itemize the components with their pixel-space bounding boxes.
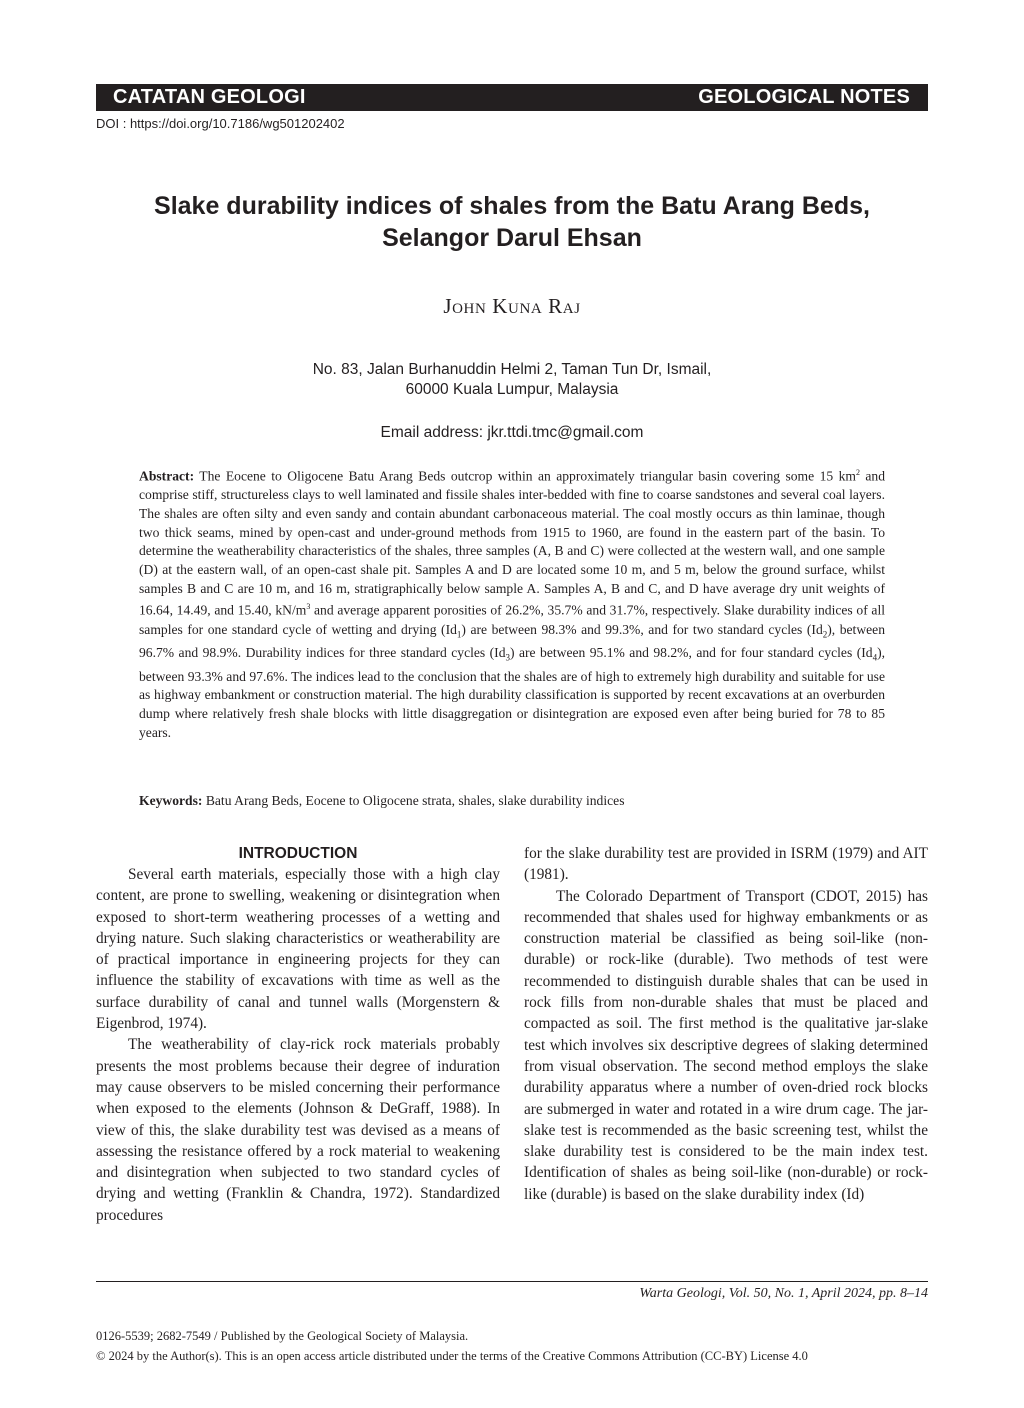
issn-publisher: 0126-5539; 2682-7549 / Published by the Geological Society of Malaysia. <box>96 1329 469 1343</box>
keywords-text: Batu Arang Beds, Eocene to Oligocene strata, shales, slake durability indices <box>202 793 625 808</box>
footer-divider <box>96 1281 928 1282</box>
abstract-text-4: ) are between 98.3% and 99.3%, and for two standard cycles (Id <box>461 621 823 637</box>
abstract-text-6: ) are between 95.1% and 98.2%, and for four standard cycles (Id <box>510 645 873 661</box>
body-column-left <box>96 843 500 1226</box>
author-name <box>96 294 928 319</box>
title-line-2: Selangor Darul Ehsan <box>382 224 642 252</box>
abstract-text-2: and comprise stiff, structureless clays to well laminated and fissile shales inter-bedded with fine to coarse sandstones and several coal layers. The shales are often silty and even sandy and contain abundant carbonaceous material. The coal mostly occurs as thin laminae, though two thick seams, mined by open-cast and under-ground methods from 1915 to 1960, are found in the eastern part of the basin. To determine the weatherability characteristics of the shales, three samples (A, B and C) were collected at the western wall, and one sample (D) at the eastern wall, of an open-cast shale pit. Samples A and D are located some 10 m, and 5 m, below the ground surface, whilst samples B and C are 10 m, and 16 m, stratigraphically below sample A. Samples A, B and C, and D have average dry unit weights of 16.64, 14.49, and 15.40, kN/m <box>139 468 885 618</box>
body-column-right <box>524 843 928 1205</box>
affiliation-line-2: 60000 Kuala Lumpur, Malaysia <box>405 381 619 398</box>
affiliation-line-1: No. 83, Jalan Burhanuddin Helmi 2, Taman Tun Dr, Ismail, <box>312 361 712 378</box>
abstract-sub-2: 2 <box>822 629 828 640</box>
license-notice: © 2024 by the Author(s). This is an open access article distributed under the terms of the Creative Commons Attribution (CC-BY) License 4.0 <box>96 1349 808 1363</box>
abstract-text-7: ), between 93.3% and 97.6%. The indices lead to the conclusion that the shales are of high to extremely high durability and suitable for use as highway embankment or construction material. The high durability classification is supported by recent excavations at an overburden dump where relatively fresh shale blocks with little disaggregation or disintegration are exposed even after being buried for 78 to 85 years. <box>139 645 885 740</box>
paragraph: for the slake durability test are provided in ISRM (1979) and AIT (1981). <box>524 845 928 884</box>
section-heading-introduction: INTRODUCTION <box>238 845 358 862</box>
abstract-sub-3: 3 <box>505 652 511 663</box>
abstract-sup-1: 2 <box>855 468 860 477</box>
paragraph: The weatherability of clay-rick rock materials probably presents the most problems because their degree of induration may cause observers to be misled concerning their performance when exposed to the elements (Johnson & DeGraff, 1988). In view of this, the slake durability test was devised as a means of assessing the resistance offered by a rock material to weakening and disintegration when subjected to two standard cycles of drying and wetting (Franklin & Chandra, 1972). Standardized procedures <box>96 1036 500 1224</box>
author-affiliation <box>96 360 928 400</box>
keywords-label: Keywords: <box>139 793 203 808</box>
abstract-text-3: and average apparent porosities of 26.2%, 35.7% and 31.7%, respectively. Slake durability indices of all samples for one standard cycle of wetting and drying (Id <box>139 602 886 637</box>
banner-left-label: CATATAN GEOLOGI <box>113 86 306 108</box>
paragraph: The Colorado Department of Transport (CDOT, 2015) has recommended that shales used for highway embankments or as construction material be classified as being soil-like (non-durable) or rock-like (durable). Two methods of test were recommended to distinguish durable shales that can be used in rock fills from non-durable shales that must be placed and compacted as soil. The first method is the qualitative jar-slake test which involves six descriptive degrees of slaking determined from visual observation. The second method employs the slake durability apparatus where a number of oven-dried rock blocks are submerged in water and rotated in a wire drum cage. The jar-slake test is recommended as the basic screening test, whilst the slake durability test is considered to be the main index test. Identification of shales as being soil-like (non-durable) or rock-like (durable) is based on the slake durability index (Id) <box>524 887 928 1203</box>
abstract-text-1: The Eocene to Oligocene Batu Arang Beds outcrop within an approximately triangular basin covering some 15 km <box>199 468 856 484</box>
doi-link[interactable]: DOI : https://doi.org/10.7186/wg501202402 <box>96 116 345 131</box>
abstract-sup-2: 3 <box>306 602 311 612</box>
section-banner <box>96 84 928 111</box>
author-email[interactable]: Email address: jkr.ttdi.tmc@gmail.com <box>380 424 644 441</box>
author-name-text: John Kuna Raj <box>443 294 581 318</box>
abstract-label: Abstract: <box>139 468 195 484</box>
abstract-sub-1: 1 <box>456 629 462 640</box>
abstract-text-5: ), between 96.7% and 98.9%. Durability indices for three standard cycles (Id <box>139 621 886 661</box>
paragraph: Several earth materials, especially those with a high clay content, are prone to swelling, weakening or disintegration when exposed to short-term weathering processes of a wetting and drying nature. Such slaking characteristics or weatherability are of practical importance in engineering projects for they can influence the stability of excavations with time as well as the surface durability of canal and tunnel walls (Morgenstern & Eigenbrod, 1974). <box>96 866 500 1033</box>
journal-citation: Warta Geologi, Vol. 50, No. 1, April 2024, pp. 8–14 <box>639 1286 928 1301</box>
banner-right-label: GEOLOGICAL NOTES <box>698 86 910 108</box>
title-line-1: Slake durability indices of shales from the Batu Arang Beds, <box>154 192 870 220</box>
article-title <box>96 190 928 254</box>
keywords <box>139 793 885 809</box>
abstract <box>139 464 885 742</box>
abstract-sub-4: 4 <box>872 652 878 663</box>
